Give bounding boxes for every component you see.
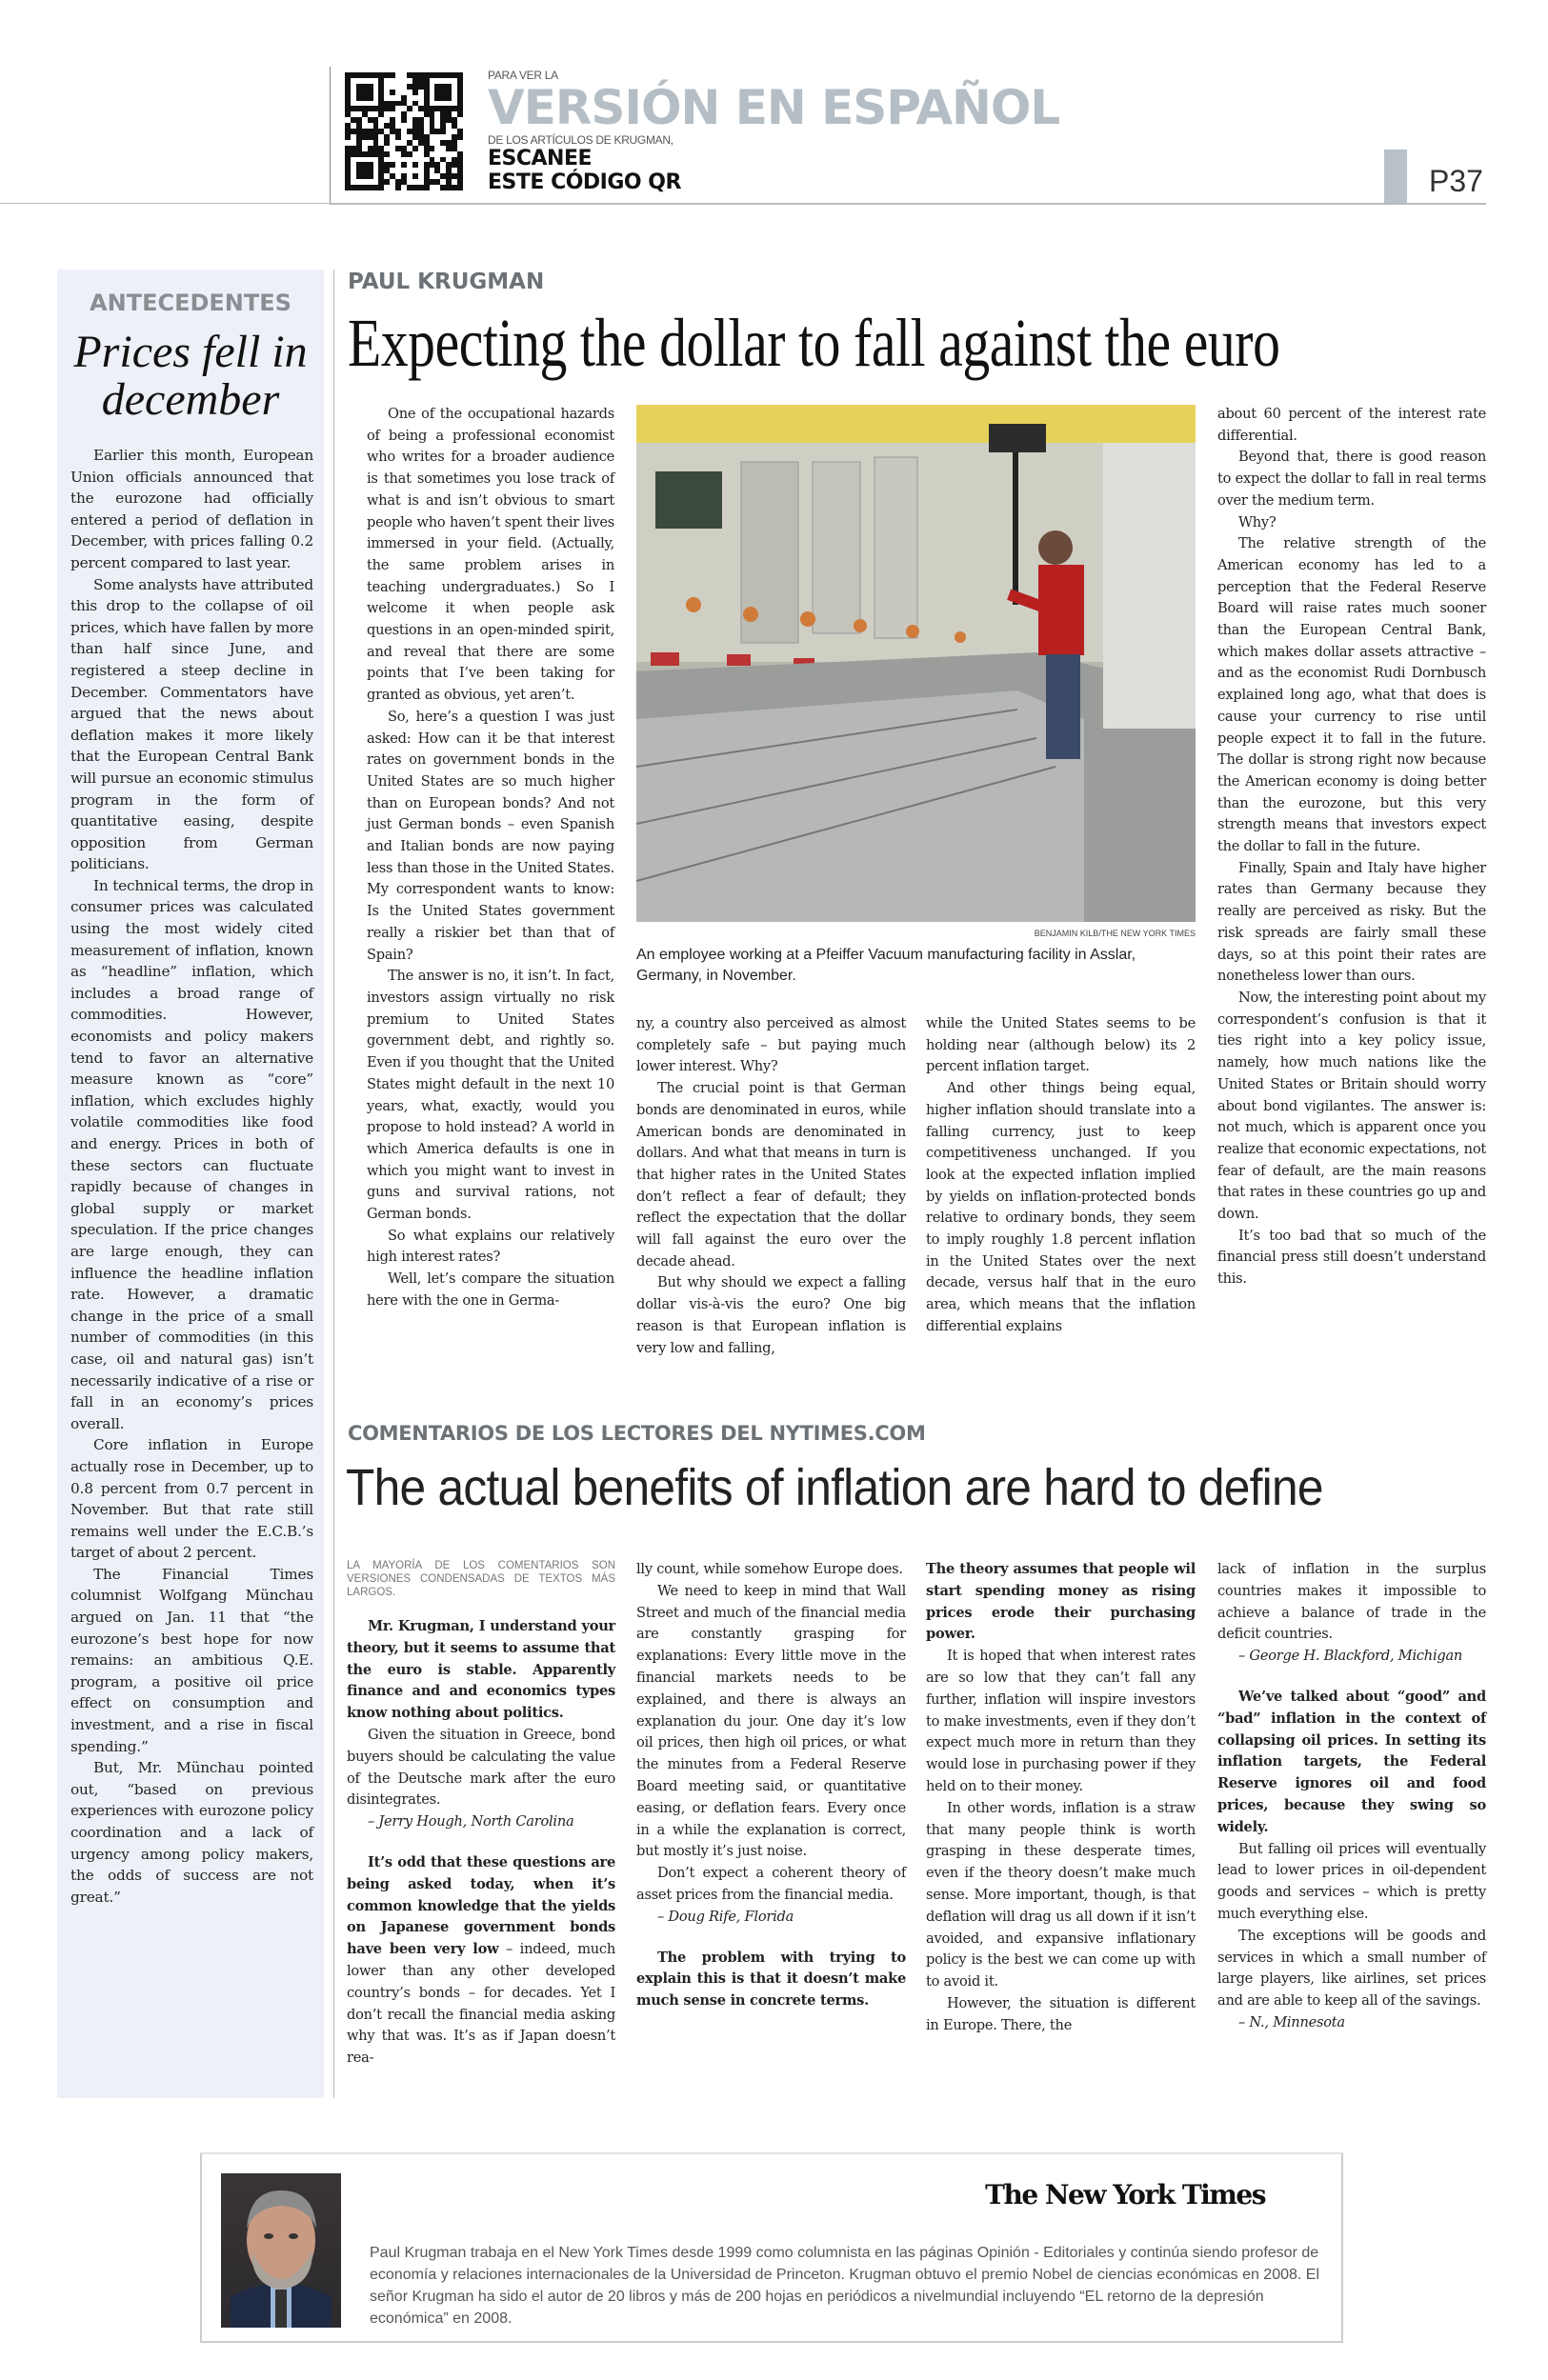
paragraph-text: The answer is no, it isn’t. In fact, investors assign virtually no risk premium to United States government debt, and rightly so. Even if you thought that the United States might default in the next 10 years, what, exactly, would you propose to hold instead? A world in which America defaults is one in which you might want to invest in guns and survival rations, not German bonds. [367,968,614,1223]
paragraph [636,1948,906,2012]
paragraph-text: – indeed, much lower than any other developed country’s bonds – for decades. Yet I don’t recall the financial media asking why that was. It’s as if Japan doesn’t rea- [347,1941,616,2067]
header-sub-label: DE LOS ARTÍCULOS DE KRUGMAN, [488,133,673,147]
paragraph-text: But why should we expect a falling dollar vis-à-vis the euro? One big reason is that European inflation is very low and falling, [636,1274,906,1356]
article-headline: Expecting the dollar to fall against the euro [348,305,1280,381]
paragraph-text: The exceptions will be goods and services in which a small number of large players, like airlines, set prices and are able to keep all of the savings. [1217,1927,1486,2010]
paragraph [1217,1926,1486,2012]
page-number: P37 [1429,164,1483,198]
paragraph-text: However, the situation is different in Europe. There, the [926,1994,1196,2033]
author-bio: Paul Krugman trabaja en el New York Times desde 1999 como columnista en las páginas Opinión - Editoriales y continúa siendo profesor de economía y relaciones internacionales de la Universidad de Princeton. Krugman obtuvo el premio Nobel de ciencias económicas en 2008. El señor Krugman ha sido el autor de 20 libros y más de 200 hojas en periódicos a nivelmundial incluyendo “EL retorno de la depresión económica” en 2008. [370,2245,1320,2327]
comments-kicker: COMENTARIOS DE LOS LECTORES DEL NYTIMES.COM [348,1422,926,1445]
divider [330,203,1486,205]
author-portrait [221,2173,341,2328]
paragraph [1217,1226,1486,1290]
paragraph-text: It is hoped that when interest rates are so low that they can’t fall any further, inflation will inspire investors to make investments, even if they don’t expect much more in return than they would lose in purchasing power if they held on to their money. [926,1648,1196,1794]
paragraph-text: lly count, while somehow Europe does. [636,1561,903,1577]
article-photo [636,405,1196,922]
sidebar-body [70,445,313,1908]
paragraph-text: Why? [1238,513,1277,530]
divider [333,270,334,2098]
factory-photo-illustration [636,405,1196,922]
paragraph [636,1272,906,1359]
bold-lead: The theory assumes that people wil start spending money as rising prices erode their purchasing power. [926,1561,1196,1643]
paragraph [636,1559,906,1581]
page-marker-bar [1384,150,1407,203]
paragraph-text: Beyond that, there is good reason to expect the dollar to fall in real terms over the medium term. [1217,449,1486,509]
paragraph-text: – N., Minnesota [1238,2013,1345,2030]
paragraph [926,1993,1196,2037]
paragraph-text: But falling oil prices will eventually lead to lower prices in oil-dependent goods and services – which is pretty much everything else. [1217,1840,1486,1922]
paragraph [367,966,614,1225]
divider [330,67,331,204]
comment-signature [1217,1646,1486,1668]
author-portrait-illustration [221,2173,341,2328]
header-title: VERSIÓN EN ESPAÑOL [488,80,1060,135]
paragraph [367,1226,614,1269]
paragraph [1217,533,1486,858]
comment-signature [1217,2012,1486,2034]
paragraph-text: – George H. Blackford, Michigan [1238,1648,1463,1665]
sidebar-paragraph: Earlier this month, European Union officials announced that the eurozone had officially entered a period of deflation in December, with prices falling 0.2 percent compared to last year. [70,447,313,571]
paragraph-text: And other things being equal, higher inflation should translate into a falling currency, just to keep competitiveness unchanged. If you look at the expected inflation implied by yields on inflation-protected bonds relative to ordinary bonds, they seem to imply roughly 1.8 percent inflation in the United States over the next decade, versus half that in the euro area, which means that the inflation differential explains [926,1080,1196,1334]
paragraph [1217,1559,1486,1646]
comments-column [347,1559,615,2070]
paragraph [1217,1687,1486,1839]
photo-caption: An employee working at a Pfeiffer Vacuum manufacturing facility in Asslar, Germany, in November. [636,947,1136,984]
photo-credit: BENJAMIN KILB/THE NEW YORK TIMES [1034,929,1196,938]
bold-lead: We’ve talked about “good” and “bad” inflation in the context of collapsing oil prices. In setting its inflation targets, the Federal Reserve ignores oil and food prices, because they swing so widely. [1217,1688,1486,1835]
paragraph-text: One of the occupational hazards of being a professional economist who writes for a broader audience is that sometimes you lose track of what is and isn’t obvious to smart people who haven’t spent their lives immersed in your field. (Actually, the same problem arises in teaching undergraduates.) So I welcome it when people ask questions in an open-minded spirit, and reveal that there are some points that I’ve been taking for granted as obvious, yet aren’t. [367,406,614,704]
comments-column [636,1559,906,2012]
paragraph [636,1863,906,1907]
paragraph-text: It’s too bad that so much of the financial press still doesn’t understand this. [1217,1227,1486,1288]
paragraph [636,1078,906,1272]
paragraph [1217,447,1486,511]
paragraph [367,707,614,966]
paragraph-text: Well, let’s compare the situation here with the one in Germa- [367,1270,614,1309]
header-cta-line2: ESTE CÓDIGO QR [488,170,681,194]
comments-note: LA MAYORÍA DE LOS COMENTARIOS SON VERSIONES CONDENSADAS DE TEXTOS MÁS LARGOS. [347,1560,615,1598]
bold-lead: Mr. Krugman, I understand your theory, but it seems to assume that the euro is stable. Apparently finance and and economics types know nothing about politics. [347,1618,615,1722]
paragraph-text: So, here’s a question I was just asked: How can it be that interest rates on government bonds in the United States are so much higher than on European bonds? And not just German bonds – even Spanish and Italian bonds are now paying less than those in the United States. My correspondent wants to know: Is the United States government really a riskier bet than that of Spain? [367,708,614,963]
paragraph-text: We need to keep in mind that Wall Street and much of the financial media are constantly grasping for explanations: Every little move in the financial markets needs to be explained, and there is always an explanation du jour. One day it’s low oil prices, then high oil prices, or what the minutes from a Federal Reserve Board meeting said, or quantitative easing, or deflation fears. Every once in a while the explanation is correct, but mostly it’s just noise. [636,1582,906,1860]
comments-column [926,1559,1196,2037]
bold-lead: It’s odd that these questions are being asked today, when it’s common knowledge that the yields on Japanese government bonds have been very low [347,1853,615,1958]
paragraph [1217,404,1486,447]
paragraph [926,1078,1196,1337]
paragraph-text: In other words, inflation is a straw that many people think is worth grasping in these desperate times, even if the theory doesn’t make much sense. More important, though, is that deflation will drag us all down if it isn’t avoided, and expansive inflationary policy is the best we can come up with to avoid it. [926,1799,1196,1990]
paragraph-text: – Jerry Hough, North Carolina [368,1813,574,1830]
paragraph [1217,988,1486,1226]
paragraph [367,404,614,707]
paragraph-text: The relative strength of the American economy has led to a perception that the Federal Reserve Board will raise rates much sooner than the European Central Bank, which makes dollar assets attractive – and as the economist Rudi Dornbusch explained long ago, what that does is cause your currency to rise until people expect it to fall in the future. The dollar is strong right now because the American economy is doing better than the eurozone, but this very strength means that investors expect the dollar to fall in the future. [1217,535,1486,855]
comment-signature [347,1811,615,1833]
paragraph-text: – Doug Rife, Florida [657,1908,794,1925]
paragraph-text: Given the situation in Greece, bond buyers should be calculating the value of the Deutsche mark after the euro disintegrates. [347,1726,615,1809]
sidebar-kicker: ANTECEDENTES [90,290,292,316]
paragraph-text: The crucial point is that German bonds are denominated in euros, while American bonds are denominated in dollars. And what that means in turn is that higher rates in the United States don’t reflect a fear of default; they reflect the expectation that the dollar will fall against the euro over the decade ahead. [636,1080,906,1270]
sidebar-paragraph: But, Mr. Münchau pointed out, “based on previous experiences with eurozone policy coordination and a lack of urgency among policy makers, the odds of success are not great.” [70,1759,313,1906]
paragraph-text: while the United States seems to be holding near (although below) its 2 percent inflation target. [926,1015,1196,1075]
background-sidebar [57,270,324,2098]
sidebar-paragraph: The Financial Times columnist Wolfgang Münchau argued on Jan. 11 that “the eurozone’s best hope for now remains: an ambitious Q.E. program, a positive oil price effect on consumption and investment, and a rise in fiscal spending.” [70,1565,313,1755]
author-bio-box [200,2152,1343,2343]
sidebar-paragraph: In technical terms, the drop in consumer prices was calculated using the most widely cited measurement of inflation, known as “headline” inflation, which includes a broad range of commodities. However, economists and policy makers tend to favor an alternative measure known as “core” inflation, which excludes highly volatile commodities like food and energy. Prices in both of these sectors can fluctuate rapidly because of changes in global supply or market speculation. If the price changes are large enough, they can influence the headline inflation rate. However, a dramatic change in the price of a small number of commodities (in this case, oil and natural gas) isn’t necessarily indicative of a rise or fall in an economy’s prices overall. [70,876,313,1432]
comments-column [1217,1559,1486,2034]
header-pre-label: PARA VER LA [488,69,558,82]
paragraph-text: about 60 percent of the interest rate differential. [1217,406,1486,444]
paragraph [1217,858,1486,988]
paragraph [347,1852,615,2070]
sidebar-paragraph: Some analysts have attributed this drop to the collapse of oil prices, which have fallen by more than half since June, and registered a steep decline in December. Commentators have argued that the news about deflation makes it more likely that the European Central Bank will pursue an economic stimulus program in the form of quantitative easing, despite opposition from German politicians. [70,575,313,873]
article-column [926,1013,1196,1338]
paragraph [347,1725,615,1811]
bold-lead: The problem with trying to explain this is that it doesn’t make much sense in concrete terms. [636,1949,906,2010]
comments-headline: The actual benefits of inflation are hard to define [346,1459,1323,1516]
paragraph-text: Now, the interesting point about my correspondent’s confusion is that it ties right into a key policy issue, namely, how much nations like the United States or Britain should worry about bond vigilantes. The answer is: not much, which is apparent once you realize that economic expectations, not fear of default, are the main reasons that rates in these countries go up and down. [1217,989,1486,1223]
sidebar-paragraph: Core inflation in Europe actually rose in December, up to 0.8 percent from 0.7 percent in November. But that rate still remains well under the E.C.B.’s target of about 2 percent. [70,1436,313,1562]
paragraph-text: Finally, Spain and Italy have higher rates than Germany because they really are perceived as risky. But the risk spreads are fairly small these days, so at this point their rates are nonetheless lower than ours. [1217,859,1486,985]
article-column [367,404,614,1312]
byline: PAUL KRUGMAN [348,270,545,294]
paragraph [926,1646,1196,1798]
qr-code[interactable] [345,72,463,190]
article-column [636,1013,906,1359]
paragraph-text: Don’t expect a coherent theory of asset prices from the financial media. [636,1865,906,1903]
paragraph-text: So what explains our relatively high interest rates? [367,1227,614,1266]
paragraph-text: lack of inflation in the surplus countries makes it impossible to achieve a balance of trade in the deficit countries. [1217,1561,1486,1643]
article-column [1217,404,1486,1290]
paragraph [926,1013,1196,1078]
paragraph [636,1581,906,1863]
paragraph [1217,512,1486,534]
header-cta-line1: ESCANEE [488,147,593,170]
paragraph [367,1269,614,1311]
comment-signature [636,1907,906,1929]
paragraph [347,1616,615,1725]
paragraph [926,1559,1196,1646]
paragraph [926,1798,1196,1993]
nyt-logo: The New York Times [985,2179,1265,2210]
sidebar-title: Prices fell in december [73,327,308,425]
paragraph-text: ny, a country also perceived as almost completely safe – but paying much lower interest. Why? [636,1015,906,1075]
divider [0,203,330,204]
paragraph [1217,1839,1486,1926]
paragraph [636,1013,906,1078]
